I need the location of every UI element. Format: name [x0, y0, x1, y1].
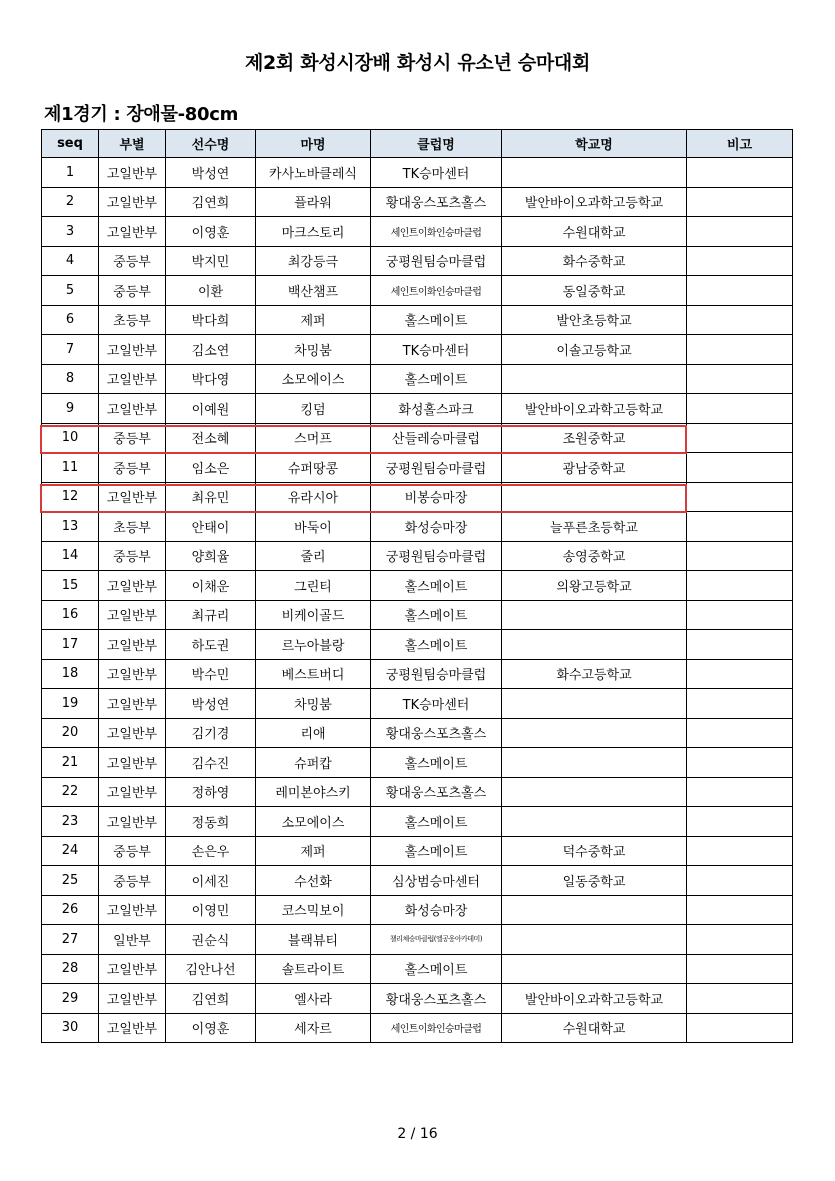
event-subtitle: 제1경기 : 장애물-80cm [44, 104, 239, 125]
cell-division: 고일반부 [99, 482, 166, 512]
table-row [42, 689, 793, 719]
cell-club-name: 홀스메이트 [371, 364, 502, 394]
cell-seq: 11 [42, 453, 99, 483]
cell-rider-name: 이영민 [166, 895, 256, 925]
page-number: 2 / 16 [397, 1126, 438, 1142]
cell-rider-name: 이예원 [166, 394, 256, 424]
cell-remarks [687, 836, 793, 866]
cell-rider-name: 임소은 [166, 453, 256, 483]
cell-rider-name: 정동희 [166, 807, 256, 837]
cell-horse-name: 최강등극 [256, 246, 371, 276]
cell-club-name: 궁평원팀승마클럽 [371, 659, 502, 689]
cell-school-name [502, 364, 687, 394]
table-row [42, 217, 793, 247]
cell-school-name: 발안바이오과학고등학교 [502, 394, 687, 424]
cell-seq: 25 [42, 866, 99, 896]
cell-division: 고일반부 [99, 217, 166, 247]
cell-club-name: 홀스메이트 [371, 807, 502, 837]
cell-horse-name: 카사노바클레식 [256, 158, 371, 188]
cell-horse-name: 블랙뷰티 [256, 925, 371, 955]
cell-horse-name: 백산챔프 [256, 276, 371, 306]
cell-division: 중등부 [99, 541, 166, 571]
cell-division: 고일반부 [99, 689, 166, 719]
cell-club-name: 궁평원팀승마클럽 [371, 246, 502, 276]
cell-club-name: 산들레승마클럽 [371, 423, 502, 453]
cell-division: 중등부 [99, 246, 166, 276]
table-row [42, 571, 793, 601]
cell-school-name [502, 482, 687, 512]
cell-seq: 19 [42, 689, 99, 719]
document-title: 제2회 화성시장배 화성시 유소년 승마대회 [244, 52, 591, 74]
cell-club-name: 홀스메이트 [371, 836, 502, 866]
cell-school-name: 화수고등학교 [502, 659, 687, 689]
cell-school-name: 일동중학교 [502, 866, 687, 896]
cell-rider-name: 권순식 [166, 925, 256, 955]
cell-horse-name: 킹덤 [256, 394, 371, 424]
cell-horse-name: 차밍붐 [256, 689, 371, 719]
cell-division: 고일반부 [99, 748, 166, 778]
table-row [42, 777, 793, 807]
cell-school-name: 화수중학교 [502, 246, 687, 276]
table-row [42, 541, 793, 571]
cell-club-name: 홀스메이트 [371, 600, 502, 630]
cell-seq: 14 [42, 541, 99, 571]
cell-club-name: 홀스메이트 [371, 748, 502, 778]
cell-seq: 4 [42, 246, 99, 276]
cell-school-name [502, 689, 687, 719]
cell-division: 고일반부 [99, 630, 166, 660]
cell-seq: 9 [42, 394, 99, 424]
cell-division: 초등부 [99, 512, 166, 542]
cell-seq: 30 [42, 1013, 99, 1043]
table-row [42, 630, 793, 660]
cell-club-name: 황대웅스포츠홀스 [371, 718, 502, 748]
cell-school-name: 조원중학교 [502, 423, 687, 453]
cell-division: 초등부 [99, 305, 166, 335]
header-division: 부별 [99, 130, 166, 158]
table-row [42, 836, 793, 866]
cell-rider-name: 이영훈 [166, 1013, 256, 1043]
cell-rider-name: 김소연 [166, 335, 256, 365]
cell-rider-name: 김수진 [166, 748, 256, 778]
cell-school-name: 늘푸른초등학교 [502, 512, 687, 542]
cell-horse-name: 유라시아 [256, 482, 371, 512]
cell-school-name: 동일중학교 [502, 276, 687, 306]
cell-seq: 12 [42, 482, 99, 512]
cell-rider-name: 이세진 [166, 866, 256, 896]
cell-school-name [502, 600, 687, 630]
cell-club-name: 화성승마장 [371, 512, 502, 542]
cell-remarks [687, 158, 793, 188]
cell-seq: 29 [42, 984, 99, 1014]
cell-remarks [687, 541, 793, 571]
cell-rider-name: 박성연 [166, 158, 256, 188]
cell-club-name: 비봉승마장 [371, 482, 502, 512]
cell-club-name: TK승마센터 [371, 158, 502, 188]
table-row [42, 807, 793, 837]
cell-remarks [687, 748, 793, 778]
cell-seq: 18 [42, 659, 99, 689]
cell-remarks [687, 571, 793, 601]
cell-seq: 5 [42, 276, 99, 306]
cell-division: 고일반부 [99, 777, 166, 807]
header-seq: seq [42, 130, 99, 158]
cell-rider-name: 김연희 [166, 984, 256, 1014]
cell-horse-name: 세자르 [256, 1013, 371, 1043]
cell-remarks [687, 689, 793, 719]
cell-division: 고일반부 [99, 187, 166, 217]
cell-horse-name: 르누아블랑 [256, 630, 371, 660]
cell-horse-name: 마크스토리 [256, 217, 371, 247]
cell-rider-name: 이환 [166, 276, 256, 306]
cell-remarks [687, 659, 793, 689]
cell-school-name [502, 895, 687, 925]
cell-remarks [687, 954, 793, 984]
cell-horse-name: 슈퍼캅 [256, 748, 371, 778]
cell-horse-name: 베스트버디 [256, 659, 371, 689]
cell-seq: 10 [42, 423, 99, 453]
cell-rider-name: 김안나선 [166, 954, 256, 984]
table-row [42, 718, 793, 748]
cell-school-name [502, 777, 687, 807]
table-row [42, 335, 793, 365]
cell-school-name [502, 748, 687, 778]
table-row [42, 187, 793, 217]
table-row [42, 925, 793, 955]
cell-school-name: 발안바이오과학고등학교 [502, 187, 687, 217]
cell-seq: 20 [42, 718, 99, 748]
cell-division: 일반부 [99, 925, 166, 955]
cell-school-name: 발안초등학교 [502, 305, 687, 335]
table-row [42, 423, 793, 453]
cell-division: 고일반부 [99, 158, 166, 188]
cell-seq: 7 [42, 335, 99, 365]
cell-club-name: 황대웅스포츠홀스 [371, 984, 502, 1014]
table-row [42, 954, 793, 984]
cell-horse-name: 제퍼 [256, 836, 371, 866]
cell-club-name: 홀스메이트 [371, 305, 502, 335]
cell-rider-name: 정하영 [166, 777, 256, 807]
cell-rider-name: 김연희 [166, 187, 256, 217]
table-row [42, 984, 793, 1014]
cell-seq: 21 [42, 748, 99, 778]
cell-club-name: 화성승마장 [371, 895, 502, 925]
cell-club-name: TK승마센터 [371, 689, 502, 719]
table-row [42, 364, 793, 394]
table-row [42, 1013, 793, 1043]
entry-table [41, 129, 793, 1043]
cell-remarks [687, 777, 793, 807]
cell-rider-name: 박지민 [166, 246, 256, 276]
table-row [42, 512, 793, 542]
cell-seq: 6 [42, 305, 99, 335]
cell-horse-name: 소모에이스 [256, 807, 371, 837]
cell-remarks [687, 984, 793, 1014]
cell-remarks [687, 453, 793, 483]
cell-remarks [687, 925, 793, 955]
table-header-row [42, 130, 793, 158]
cell-seq: 23 [42, 807, 99, 837]
cell-rider-name: 이영훈 [166, 217, 256, 247]
cell-seq: 8 [42, 364, 99, 394]
cell-remarks [687, 807, 793, 837]
cell-rider-name: 이채운 [166, 571, 256, 601]
cell-school-name: 발안바이오과학고등학교 [502, 984, 687, 1014]
cell-school-name [502, 925, 687, 955]
cell-seq: 15 [42, 571, 99, 601]
cell-remarks [687, 600, 793, 630]
table-row [42, 305, 793, 335]
cell-school-name [502, 630, 687, 660]
cell-remarks [687, 394, 793, 424]
cell-club-name: TK승마센터 [371, 335, 502, 365]
cell-remarks [687, 718, 793, 748]
cell-remarks [687, 1013, 793, 1043]
cell-horse-name: 소모에이스 [256, 364, 371, 394]
header-rider-name: 선수명 [166, 130, 256, 158]
cell-rider-name: 박다희 [166, 305, 256, 335]
cell-club-name: 홀스메이트 [371, 954, 502, 984]
table-row [42, 748, 793, 778]
cell-division: 고일반부 [99, 718, 166, 748]
cell-division: 고일반부 [99, 659, 166, 689]
cell-division: 고일반부 [99, 954, 166, 984]
cell-club-name: 궁평원팀승마클럽 [371, 541, 502, 571]
cell-horse-name: 차밍붐 [256, 335, 371, 365]
cell-horse-name: 리애 [256, 718, 371, 748]
cell-horse-name: 솔트라이트 [256, 954, 371, 984]
header-school-name: 학교명 [502, 130, 687, 158]
cell-division: 고일반부 [99, 335, 166, 365]
header-remarks: 비고 [687, 130, 793, 158]
cell-school-name: 광남중학교 [502, 453, 687, 483]
cell-division: 중등부 [99, 423, 166, 453]
cell-club-name: 세인트이화인승마클럽 [371, 217, 502, 247]
cell-school-name: 송영중학교 [502, 541, 687, 571]
cell-remarks [687, 895, 793, 925]
cell-horse-name: 그린티 [256, 571, 371, 601]
cell-division: 고일반부 [99, 394, 166, 424]
cell-horse-name: 레미본야스키 [256, 777, 371, 807]
entry-table-container [41, 129, 793, 1043]
cell-remarks [687, 630, 793, 660]
cell-horse-name: 플라워 [256, 187, 371, 217]
cell-remarks [687, 364, 793, 394]
cell-seq: 1 [42, 158, 99, 188]
cell-horse-name: 스머프 [256, 423, 371, 453]
cell-seq: 16 [42, 600, 99, 630]
cell-horse-name: 비케이골드 [256, 600, 371, 630]
table-row [42, 659, 793, 689]
cell-division: 중등부 [99, 836, 166, 866]
cell-club-name: 세인트이화인승마클럽 [371, 276, 502, 306]
cell-remarks [687, 217, 793, 247]
cell-club-name: 세인트이화인승마클럽 [371, 1013, 502, 1043]
cell-rider-name: 박수민 [166, 659, 256, 689]
cell-horse-name: 제퍼 [256, 305, 371, 335]
cell-division: 중등부 [99, 866, 166, 896]
table-row [42, 600, 793, 630]
cell-club-name: 궁평원팀승마클럽 [371, 453, 502, 483]
cell-school-name: 의왕고등학교 [502, 571, 687, 601]
cell-division: 고일반부 [99, 600, 166, 630]
cell-horse-name: 줄리 [256, 541, 371, 571]
cell-division: 고일반부 [99, 984, 166, 1014]
cell-remarks [687, 305, 793, 335]
cell-seq: 17 [42, 630, 99, 660]
table-row [42, 276, 793, 306]
cell-horse-name: 슈퍼땅콩 [256, 453, 371, 483]
cell-seq: 22 [42, 777, 99, 807]
cell-rider-name: 김기경 [166, 718, 256, 748]
cell-seq: 2 [42, 187, 99, 217]
header-horse-name: 마명 [256, 130, 371, 158]
cell-remarks [687, 276, 793, 306]
cell-horse-name: 수선화 [256, 866, 371, 896]
cell-club-name: 심상범승마센터 [371, 866, 502, 896]
cell-rider-name: 손은우 [166, 836, 256, 866]
table-row [42, 895, 793, 925]
cell-school-name [502, 718, 687, 748]
cell-division: 중등부 [99, 276, 166, 306]
header-club-name: 클럽명 [371, 130, 502, 158]
cell-horse-name: 바둑이 [256, 512, 371, 542]
cell-remarks [687, 187, 793, 217]
cell-rider-name: 박다영 [166, 364, 256, 394]
cell-school-name: 이솔고등학교 [502, 335, 687, 365]
cell-horse-name: 엘사라 [256, 984, 371, 1014]
cell-seq: 3 [42, 217, 99, 247]
cell-division: 중등부 [99, 453, 166, 483]
cell-seq: 28 [42, 954, 99, 984]
cell-club-name: 홀스메이트 [371, 630, 502, 660]
table-row [42, 246, 793, 276]
cell-remarks [687, 423, 793, 453]
cell-rider-name: 박성연 [166, 689, 256, 719]
cell-seq: 26 [42, 895, 99, 925]
cell-horse-name: 코스믹보이 [256, 895, 371, 925]
cell-division: 고일반부 [99, 807, 166, 837]
cell-rider-name: 전소혜 [166, 423, 256, 453]
cell-school-name [502, 158, 687, 188]
cell-club-name: 황대웅스포츠홀스 [371, 777, 502, 807]
cell-rider-name: 안태이 [166, 512, 256, 542]
cell-seq: 27 [42, 925, 99, 955]
cell-seq: 13 [42, 512, 99, 542]
table-body [42, 158, 793, 1043]
table-row [42, 394, 793, 424]
cell-school-name [502, 954, 687, 984]
table-row [42, 866, 793, 896]
cell-rider-name: 하도권 [166, 630, 256, 660]
cell-rider-name: 최규리 [166, 600, 256, 630]
table-row [42, 482, 793, 512]
table-row [42, 158, 793, 188]
cell-division: 고일반부 [99, 1013, 166, 1043]
cell-school-name: 덕수중학교 [502, 836, 687, 866]
cell-rider-name: 양희율 [166, 541, 256, 571]
cell-remarks [687, 482, 793, 512]
cell-division: 고일반부 [99, 571, 166, 601]
cell-school-name: 수원대학교 [502, 1013, 687, 1043]
cell-club-name: 화성홀스파크 [371, 394, 502, 424]
cell-division: 고일반부 [99, 364, 166, 394]
cell-remarks [687, 866, 793, 896]
cell-club-name: 홀스메이트 [371, 571, 502, 601]
table-row [42, 453, 793, 483]
cell-remarks [687, 335, 793, 365]
cell-division: 고일반부 [99, 895, 166, 925]
cell-club-name: 챌리체승마클럽(엘공웅아카데미) [371, 925, 502, 955]
cell-remarks [687, 246, 793, 276]
cell-school-name: 수원대학교 [502, 217, 687, 247]
cell-seq: 24 [42, 836, 99, 866]
cell-club-name: 황대웅스포츠홀스 [371, 187, 502, 217]
cell-school-name [502, 807, 687, 837]
cell-remarks [687, 512, 793, 542]
cell-rider-name: 최유민 [166, 482, 256, 512]
